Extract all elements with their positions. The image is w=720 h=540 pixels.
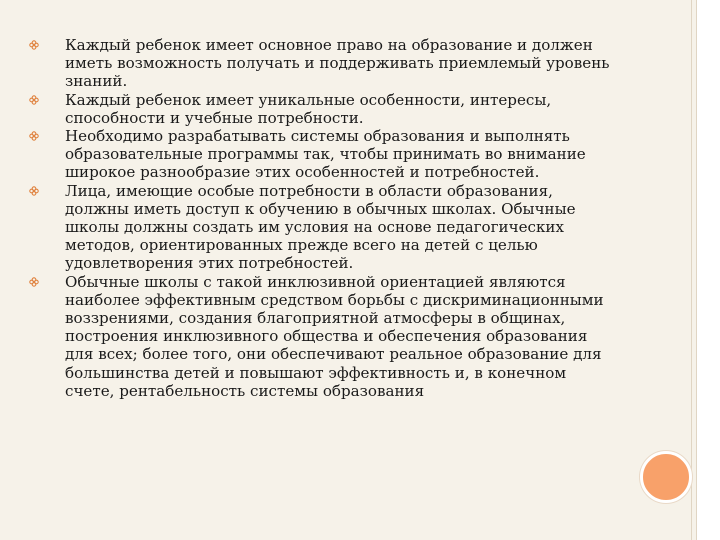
bullet-text: Обычные школы с такой инклюзивной ориентацией являются наиболее эффективным средством борьбы с дискриминационными воззрениями, создания благоприятной атмосферы в общинах, построения инклюзивного общества и обеспечения образования для всех; более того, они обеспечивают реальное образование для большинства детей и повышают эффективность и, в конечном счете, рентабельность системы образования xyxy=(65,272,604,400)
flower-bullet-icon xyxy=(29,131,39,141)
decorative-circle xyxy=(640,451,692,503)
decorative-rule-left xyxy=(691,0,692,540)
slide-frame-edge xyxy=(697,0,720,540)
bullet-content xyxy=(28,36,618,400)
bullet-text: Каждый ребенок имеет основное право на образование и должен иметь возможность получать и поддерживать приемлемый уровень знаний. xyxy=(65,36,610,91)
bullet-text: Лица, имеющие особые потребности в области образования, должны иметь доступ к обучению в обычных школах. Обычные школы должны создать им условия на основе педагогических методов, ориентированных прежде всего на детей с целью удовлетворения этих потребностей. xyxy=(65,181,576,273)
bullet-text: Необходимо разрабатывать системы образования и выполнять образовательные программы так, чтобы принимать во внимание широкое разнообразие этих особенностей и потребностей. xyxy=(65,127,586,182)
flower-bullet-icon xyxy=(29,95,39,105)
list-item xyxy=(28,36,618,91)
list-item xyxy=(28,273,618,400)
flower-bullet-icon xyxy=(29,186,39,196)
list-item xyxy=(28,127,618,182)
flower-bullet-icon xyxy=(29,277,39,287)
bullet-list xyxy=(28,36,618,400)
list-item xyxy=(28,182,618,273)
list-item xyxy=(28,91,618,127)
flower-bullet-icon xyxy=(29,40,39,50)
bullet-text: Каждый ребенок имеет уникальные особенности, интересы, способности и учебные потребности. xyxy=(65,90,552,127)
